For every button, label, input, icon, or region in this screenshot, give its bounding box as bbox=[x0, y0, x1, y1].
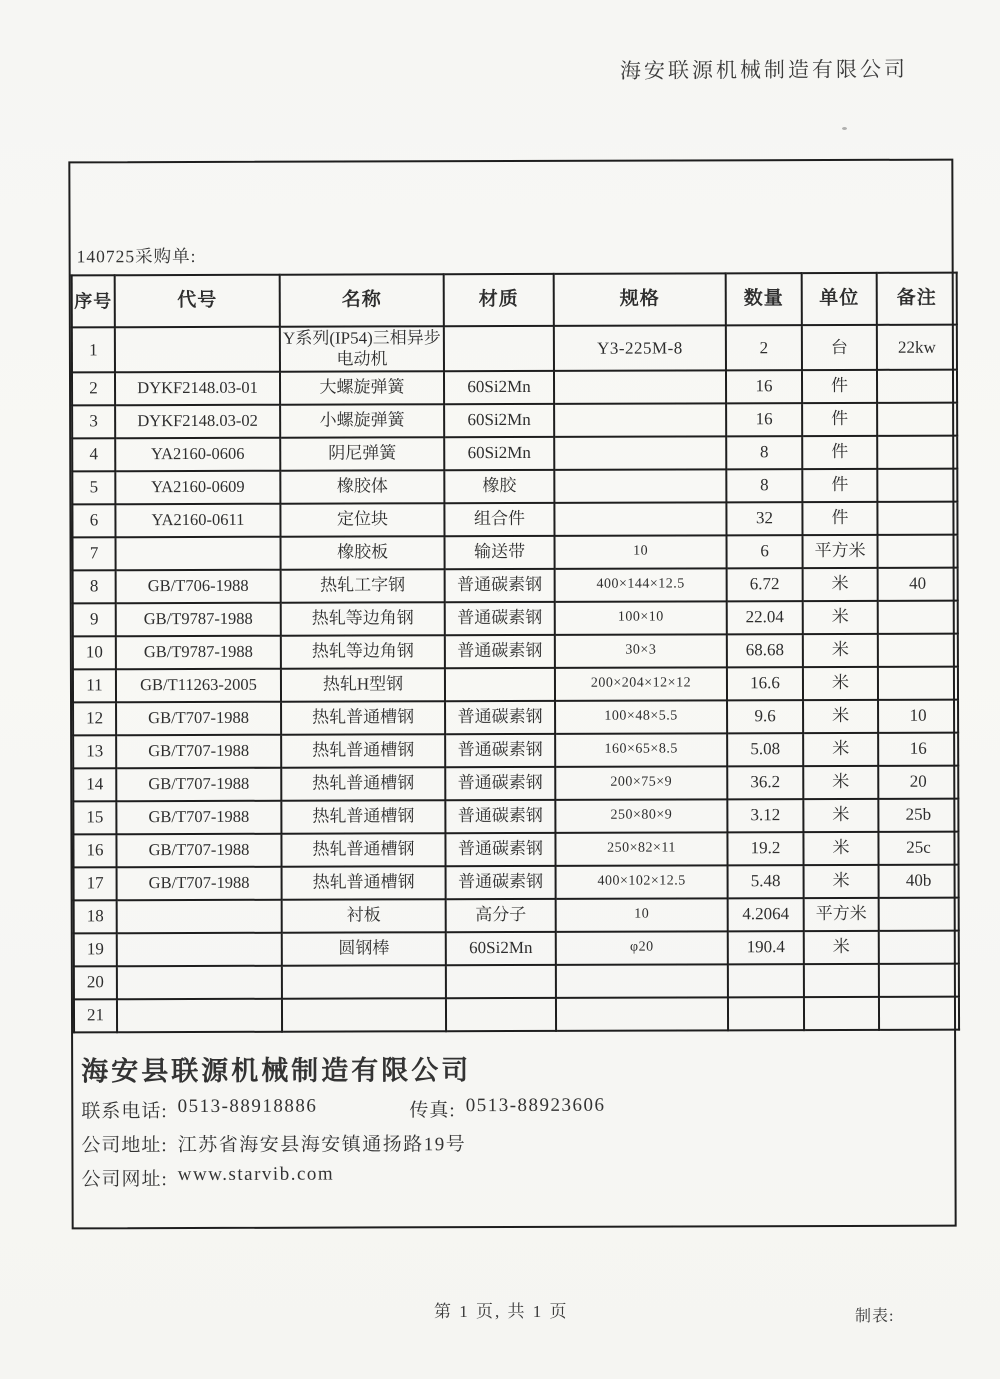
company-name: 海安县联源机械制造有限公司 bbox=[81, 1054, 472, 1086]
table-row bbox=[72, 501, 957, 537]
cell-num: 9 bbox=[73, 603, 116, 636]
cell-spec: 200×75×9 bbox=[555, 766, 727, 800]
table-row bbox=[72, 468, 957, 504]
cell-num: 18 bbox=[74, 900, 117, 933]
cell-num: 20 bbox=[74, 966, 117, 999]
purchase-order-table bbox=[71, 272, 960, 1033]
cell-material: 60Si2Mn bbox=[444, 436, 554, 469]
cell-name: 热轧等边角钢 bbox=[281, 602, 445, 636]
cell-name: 热轧普通槽钢 bbox=[281, 734, 445, 768]
cell-spec: 400×102×12.5 bbox=[556, 865, 728, 899]
cell-spec: 10 bbox=[556, 898, 728, 932]
cell-remark bbox=[878, 633, 958, 666]
cell-unit: 平方米 bbox=[804, 897, 879, 930]
cell-unit: 米 bbox=[803, 633, 878, 666]
cell-unit: 米 bbox=[803, 798, 878, 831]
cell-code: YA2160-0609 bbox=[115, 470, 280, 504]
table-header-row bbox=[72, 273, 957, 328]
cell-unit: 米 bbox=[803, 567, 878, 600]
cell-code bbox=[117, 899, 282, 933]
cell-name: 热轧H型钢 bbox=[281, 668, 445, 702]
cell-qty: 32 bbox=[726, 502, 802, 535]
cell-spec: 100×10 bbox=[555, 601, 727, 635]
cell-name bbox=[282, 998, 446, 1032]
cell-num: 7 bbox=[73, 537, 116, 570]
page-number-text: 第 1 页, 共 1 页 bbox=[434, 1302, 569, 1321]
cell-unit: 件 bbox=[802, 468, 877, 501]
cell-name: 橡胶板 bbox=[281, 536, 445, 570]
cell-remark: 25c bbox=[878, 831, 958, 864]
cell-remark bbox=[878, 534, 958, 567]
cell-remark bbox=[879, 963, 959, 996]
cell-code: DYKF2148.03-01 bbox=[115, 371, 280, 405]
cell-code: GB/T9787-1988 bbox=[116, 635, 281, 669]
cell-code: GB/T707-1988 bbox=[116, 800, 281, 834]
cell-unit: 米 bbox=[803, 600, 878, 633]
cell-unit: 件 bbox=[802, 402, 877, 435]
cell-unit: 米 bbox=[803, 699, 878, 732]
cell-qty: 36.2 bbox=[727, 766, 803, 799]
cell-material: 普通碳素钢 bbox=[446, 865, 556, 898]
cell-num: 16 bbox=[73, 834, 116, 867]
cell-qty: 8 bbox=[726, 469, 802, 502]
cell-unit: 件 bbox=[802, 369, 877, 402]
cell-remark: 22kw bbox=[877, 325, 957, 370]
cell-code: YA2160-0606 bbox=[115, 437, 280, 471]
cell-material: 普通碳素钢 bbox=[445, 733, 555, 766]
cell-name: 小螺旋弹簧 bbox=[280, 404, 444, 438]
cell-qty bbox=[728, 964, 804, 997]
cell-material: 组合件 bbox=[444, 502, 554, 535]
cell-qty bbox=[728, 997, 804, 1030]
header-cell-spec: 规格 bbox=[554, 273, 726, 326]
company-info-block bbox=[73, 1030, 954, 1191]
cell-remark bbox=[879, 897, 959, 930]
cell-material: 输送带 bbox=[445, 535, 555, 568]
table-row bbox=[73, 534, 958, 570]
cell-material: 高分子 bbox=[446, 898, 556, 931]
cell-unit: 米 bbox=[803, 666, 878, 699]
purchase-order-label: 140725采购单: bbox=[76, 245, 197, 267]
cell-qty: 5.08 bbox=[727, 733, 803, 766]
cell-code: YA2160-0611 bbox=[115, 503, 280, 537]
cell-spec bbox=[554, 403, 726, 437]
cell-material: 普通碳素钢 bbox=[445, 601, 555, 634]
cell-num: 17 bbox=[74, 867, 117, 900]
table-row bbox=[73, 831, 958, 867]
cell-name: 衬板 bbox=[282, 899, 446, 933]
cell-qty: 22.04 bbox=[727, 601, 803, 634]
header-cell-name: 名称 bbox=[280, 274, 444, 327]
cell-spec: 250×80×9 bbox=[555, 799, 727, 833]
cell-spec: 250×82×11 bbox=[555, 832, 727, 866]
phone-fax-line bbox=[81, 1093, 944, 1123]
table-row bbox=[73, 765, 958, 801]
cell-spec: φ20 bbox=[556, 931, 728, 965]
cell-num: 11 bbox=[73, 669, 116, 702]
cell-code bbox=[116, 536, 281, 570]
address-label: 公司地址: bbox=[81, 1134, 168, 1156]
table-row bbox=[74, 996, 959, 1032]
cell-spec bbox=[554, 436, 726, 470]
cell-spec: 400×144×12.5 bbox=[555, 568, 727, 602]
cell-qty: 3.12 bbox=[727, 799, 803, 832]
cell-qty: 8 bbox=[726, 436, 802, 469]
cell-name: 阴尼弹簧 bbox=[280, 437, 444, 471]
cell-num: 3 bbox=[72, 405, 115, 438]
cell-spec: 100×48×5.5 bbox=[555, 700, 727, 734]
table-row bbox=[74, 963, 959, 999]
table-row bbox=[72, 325, 957, 372]
cell-material: 普通碳素钢 bbox=[445, 568, 555, 601]
cell-num: 21 bbox=[74, 999, 117, 1032]
cell-spec bbox=[556, 997, 728, 1031]
cell-name: 热轧普通槽钢 bbox=[281, 800, 445, 834]
cell-qty: 190.4 bbox=[728, 931, 804, 964]
header-cell-quantity: 数量 bbox=[726, 273, 802, 325]
fax-value: 0513-88923606 bbox=[465, 1094, 606, 1116]
letterhead-company-name: 海安联源机械制造有限公司 bbox=[619, 56, 909, 84]
cell-material: 普通碳素钢 bbox=[445, 700, 555, 733]
cell-unit: 台 bbox=[802, 325, 877, 370]
address-value: 江苏省海安县海安镇通扬路19号 bbox=[177, 1133, 467, 1156]
cell-num: 12 bbox=[73, 702, 116, 735]
cell-spec: 160×65×8.5 bbox=[555, 733, 727, 767]
cell-remark: 40b bbox=[879, 864, 959, 897]
table-body bbox=[72, 325, 959, 1032]
cell-name: 热轧工字钢 bbox=[281, 569, 445, 603]
cell-remark: 20 bbox=[878, 765, 958, 798]
cell-num: 13 bbox=[73, 735, 116, 768]
cell-qty: 2 bbox=[726, 325, 802, 370]
table-row bbox=[73, 633, 958, 669]
header-cell-code: 代号 bbox=[115, 275, 280, 328]
table-row bbox=[73, 798, 958, 834]
address-line bbox=[81, 1127, 944, 1157]
cell-unit bbox=[804, 963, 879, 996]
cell-code: DYKF2148.03-02 bbox=[115, 404, 280, 438]
cell-material: 普通碳素钢 bbox=[445, 634, 555, 667]
cell-remark bbox=[877, 369, 957, 402]
cell-num: 8 bbox=[73, 570, 116, 603]
cell-name: Y系列(IP54)三相异步电动机 bbox=[280, 326, 444, 371]
cell-spec bbox=[554, 469, 726, 503]
cell-qty: 19.2 bbox=[727, 832, 803, 865]
cell-qty: 4.2064 bbox=[728, 898, 804, 931]
cell-remark bbox=[879, 996, 959, 1029]
cell-material: 普通碳素钢 bbox=[445, 832, 555, 865]
table-row bbox=[74, 930, 959, 966]
header-cell-number: 序号 bbox=[72, 275, 115, 327]
cell-qty: 6 bbox=[727, 535, 803, 568]
table-row bbox=[74, 864, 959, 900]
cell-spec bbox=[554, 370, 726, 404]
cell-spec bbox=[556, 964, 728, 998]
cell-num: 10 bbox=[73, 636, 116, 669]
cell-remark bbox=[877, 402, 957, 435]
scan-artifact-dot bbox=[842, 127, 847, 130]
header-cell-remark: 备注 bbox=[877, 273, 957, 325]
cell-code: GB/T707-1988 bbox=[116, 734, 281, 768]
header-cell-material: 材质 bbox=[444, 274, 554, 326]
cell-unit: 米 bbox=[803, 765, 878, 798]
cell-num: 15 bbox=[73, 801, 116, 834]
cell-code: GB/T9787-1988 bbox=[116, 602, 281, 636]
cell-code: GB/T707-1988 bbox=[116, 767, 281, 801]
cell-remark bbox=[878, 600, 958, 633]
cell-unit: 米 bbox=[804, 930, 879, 963]
cell-name: 热轧普通槽钢 bbox=[281, 767, 445, 801]
cell-qty: 6.72 bbox=[727, 568, 803, 601]
header-cell-unit: 单位 bbox=[802, 273, 877, 325]
phone-value: 0513-88918886 bbox=[177, 1095, 318, 1117]
cell-spec: 30×3 bbox=[555, 634, 727, 668]
cell-material bbox=[446, 997, 556, 1030]
cell-code: GB/T11263-2005 bbox=[116, 668, 281, 702]
cell-unit: 平方米 bbox=[803, 534, 878, 567]
cell-name: 热轧等边角钢 bbox=[281, 635, 445, 669]
cell-material: 60Si2Mn bbox=[444, 370, 554, 403]
cell-material: 60Si2Mn bbox=[446, 931, 556, 964]
cell-code bbox=[117, 965, 282, 999]
cell-name: 圆钢棒 bbox=[282, 932, 446, 966]
table-row bbox=[72, 369, 957, 405]
cell-material: 普通碳素钢 bbox=[445, 766, 555, 799]
table-row bbox=[73, 732, 958, 768]
cell-material bbox=[445, 667, 555, 700]
cell-num: 6 bbox=[72, 504, 115, 537]
cell-num: 1 bbox=[72, 327, 115, 372]
cell-num: 14 bbox=[73, 768, 116, 801]
cell-name: 热轧普通槽钢 bbox=[281, 833, 445, 867]
cell-name: 热轧普通槽钢 bbox=[282, 866, 446, 900]
cell-num: 19 bbox=[74, 933, 117, 966]
cell-unit bbox=[804, 996, 879, 1029]
cell-remark: 10 bbox=[878, 699, 958, 732]
cell-unit: 米 bbox=[803, 732, 878, 765]
cell-remark bbox=[877, 435, 957, 468]
cell-qty: 5.48 bbox=[728, 865, 804, 898]
cell-name bbox=[282, 965, 446, 999]
cell-qty: 68.68 bbox=[727, 634, 803, 667]
cell-name: 橡胶体 bbox=[280, 470, 444, 504]
cell-unit: 件 bbox=[802, 435, 877, 468]
cell-remark bbox=[877, 468, 957, 501]
cell-remark bbox=[879, 930, 959, 963]
table-row bbox=[73, 699, 958, 735]
table-row bbox=[73, 600, 958, 636]
cell-material: 普通碳素钢 bbox=[445, 799, 555, 832]
cell-material: 60Si2Mn bbox=[444, 403, 554, 436]
cell-qty: 16.6 bbox=[727, 667, 803, 700]
cell-qty: 16 bbox=[726, 403, 802, 436]
cell-name: 热轧普通槽钢 bbox=[281, 701, 445, 735]
cell-unit: 米 bbox=[804, 864, 879, 897]
table-row bbox=[73, 666, 958, 702]
website-line bbox=[81, 1161, 944, 1191]
cell-material bbox=[446, 964, 556, 997]
cell-name: 大螺旋弹簧 bbox=[280, 371, 444, 405]
cell-unit: 米 bbox=[803, 831, 878, 864]
cell-qty: 9.6 bbox=[727, 700, 803, 733]
table-row bbox=[72, 435, 957, 471]
cell-material: 橡胶 bbox=[444, 469, 554, 502]
cell-code bbox=[117, 932, 282, 966]
table-row bbox=[74, 897, 959, 933]
cell-name: 定位块 bbox=[280, 503, 444, 537]
cell-code: GB/T706-1988 bbox=[116, 569, 281, 603]
cell-spec: 10 bbox=[555, 535, 727, 569]
cell-code bbox=[115, 327, 280, 372]
website-label: 公司网址: bbox=[81, 1168, 168, 1190]
cell-remark: 16 bbox=[878, 732, 958, 765]
table-row bbox=[72, 402, 957, 438]
table-row bbox=[73, 567, 958, 603]
cell-remark bbox=[878, 666, 958, 699]
cell-num: 4 bbox=[72, 438, 115, 471]
phone-label: 联系电话: bbox=[81, 1100, 168, 1122]
cell-spec: Y3-225M-8 bbox=[554, 325, 726, 370]
cell-remark: 40 bbox=[878, 567, 958, 600]
cell-spec bbox=[554, 502, 726, 536]
cell-code: GB/T707-1988 bbox=[117, 866, 282, 900]
cell-code: GB/T707-1988 bbox=[116, 701, 281, 735]
cell-material bbox=[444, 326, 554, 371]
cell-spec: 200×204×12×12 bbox=[555, 667, 727, 701]
tabulator-label: 制表: bbox=[855, 1308, 895, 1325]
cell-num: 2 bbox=[72, 372, 115, 405]
cell-num: 5 bbox=[72, 471, 115, 504]
website-value: www.starvib.com bbox=[177, 1163, 335, 1185]
document-box bbox=[68, 159, 956, 1230]
cell-remark: 25b bbox=[878, 798, 958, 831]
cell-qty: 16 bbox=[726, 370, 802, 403]
cell-remark bbox=[877, 501, 957, 534]
fax-label: 传真: bbox=[409, 1099, 456, 1121]
cell-code: GB/T707-1988 bbox=[116, 833, 281, 867]
cell-unit: 件 bbox=[802, 501, 877, 534]
cell-code bbox=[117, 998, 282, 1032]
